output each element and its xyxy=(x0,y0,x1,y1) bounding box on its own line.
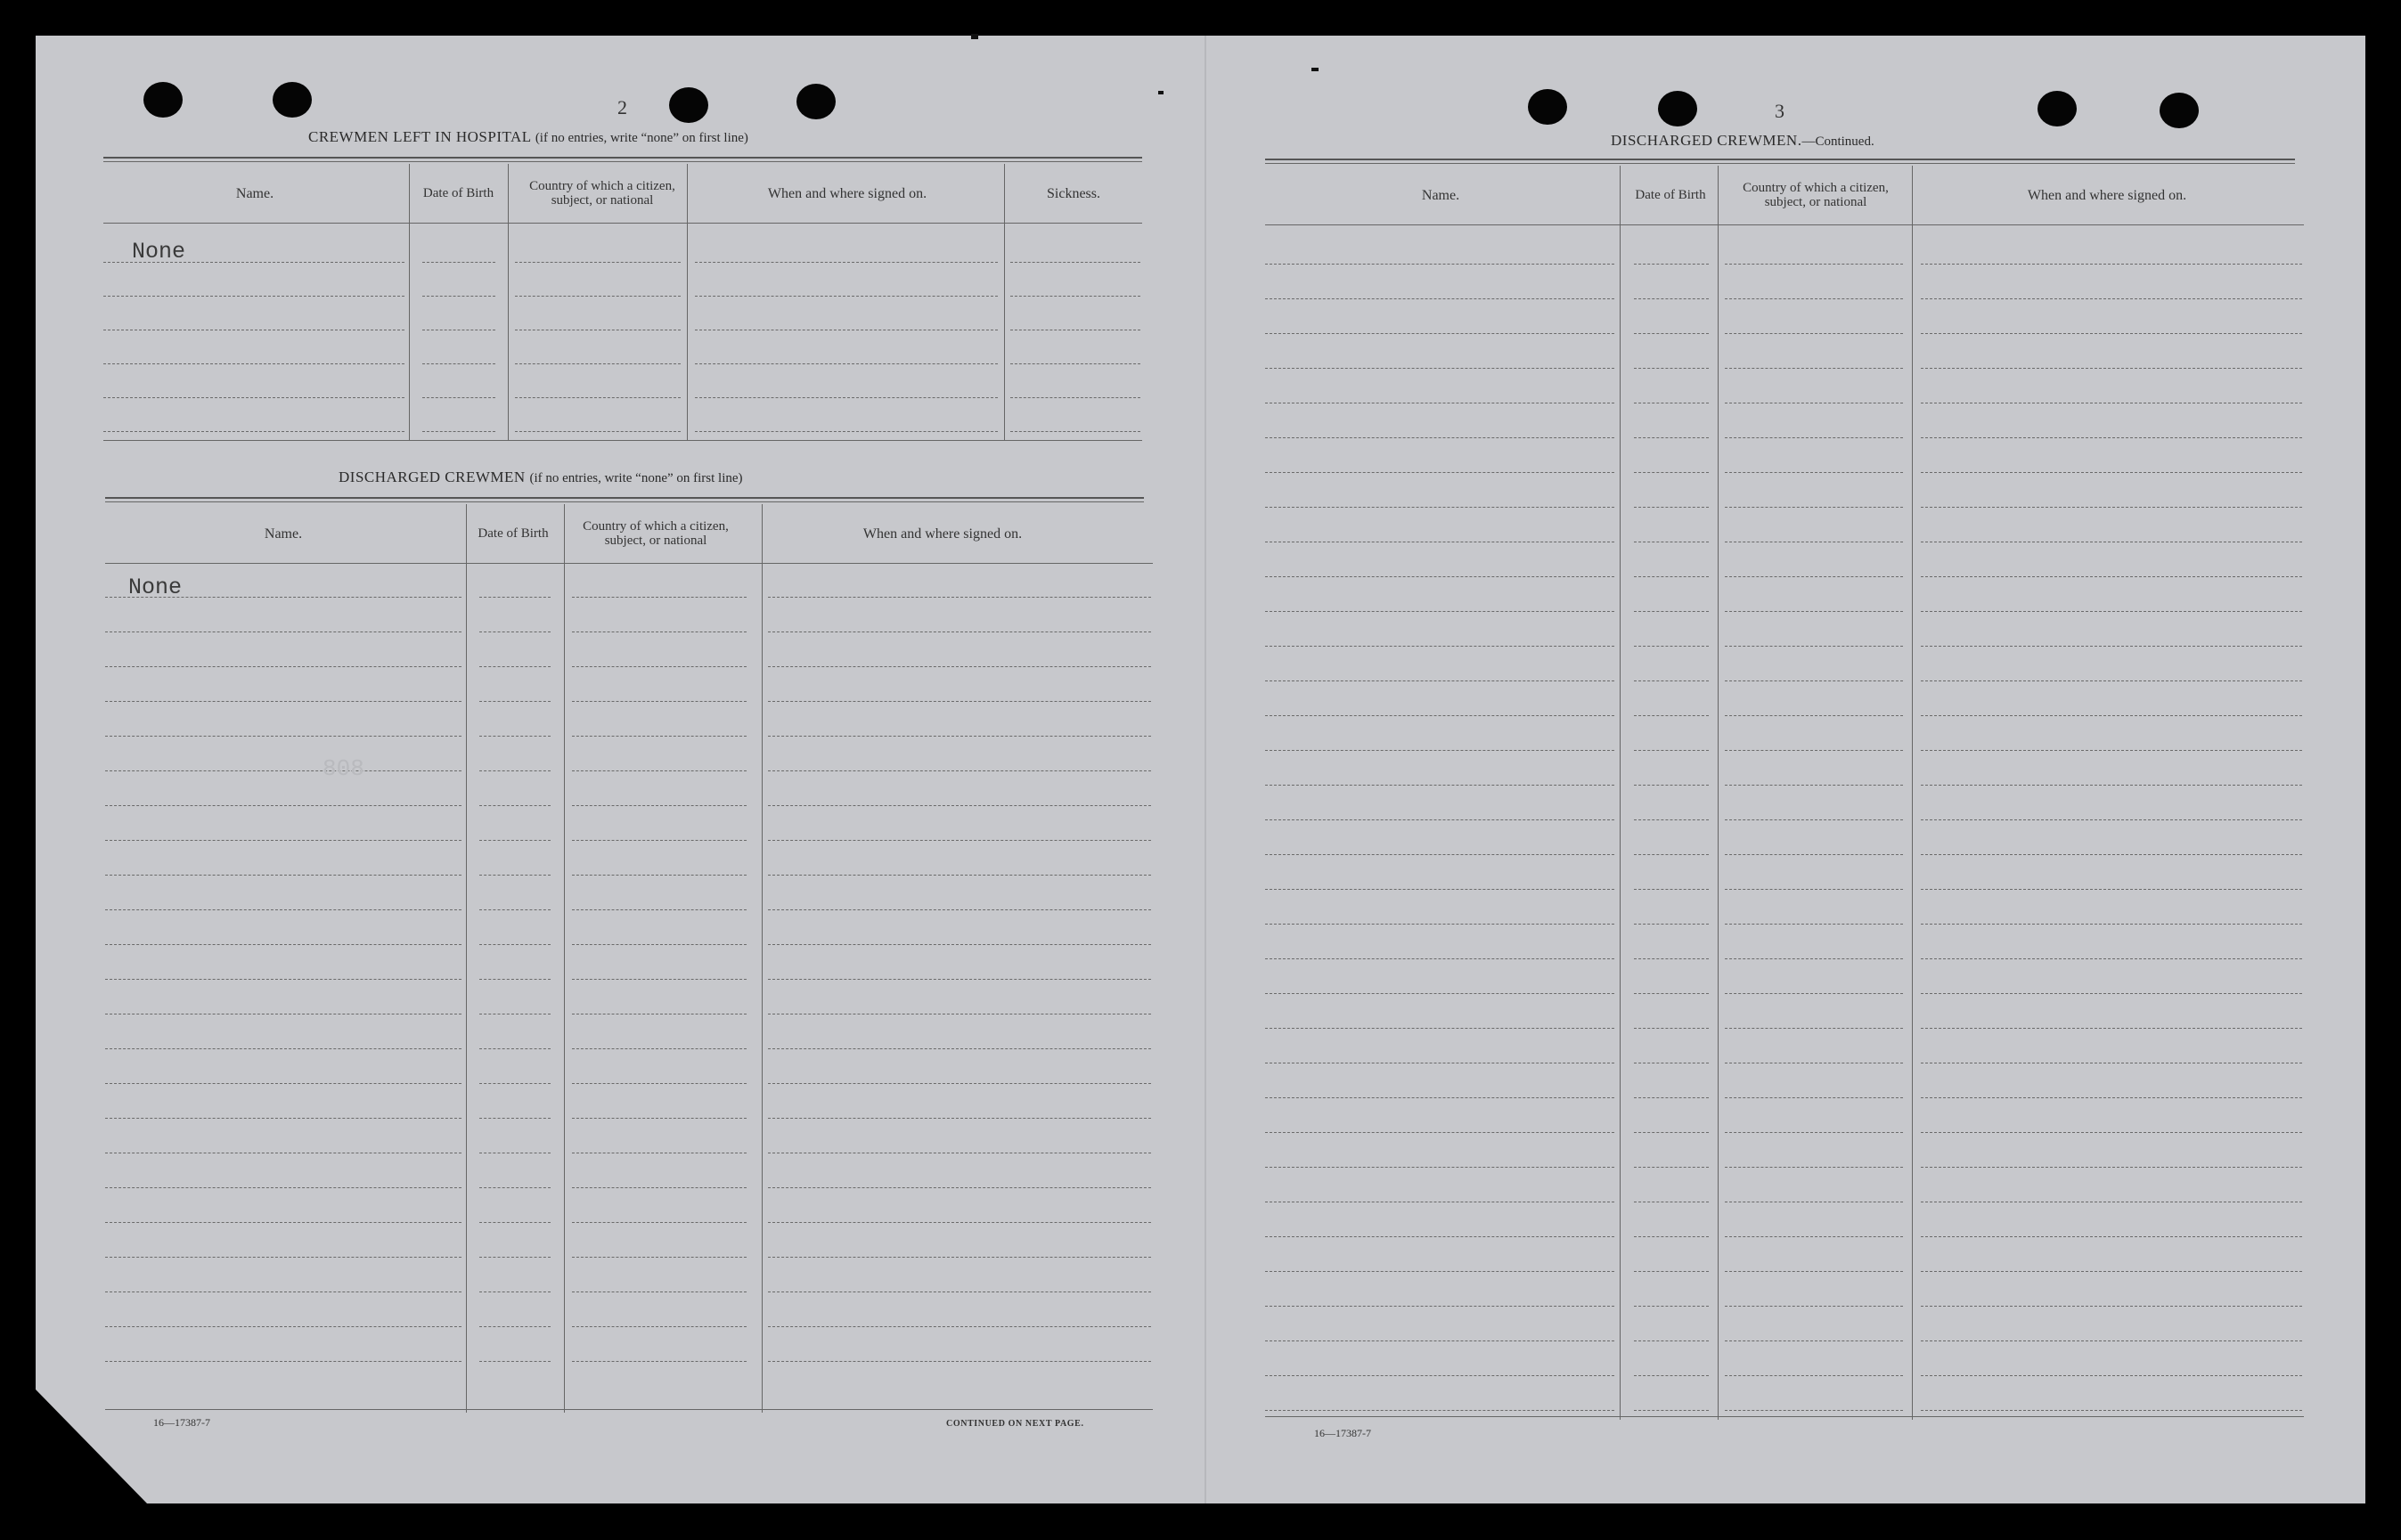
dotted-entry-line xyxy=(479,631,551,632)
dotted-entry-line xyxy=(479,597,551,598)
punch-hole xyxy=(2160,93,2199,128)
dotted-entry-line xyxy=(1921,1236,2302,1237)
continued-header-rule xyxy=(1265,224,2304,225)
dotted-entry-line xyxy=(1921,854,2302,855)
page-fold xyxy=(1205,36,1206,1503)
dotted-entry-line xyxy=(1265,333,1614,334)
dotted-entry-line xyxy=(515,262,681,263)
dotted-entry-line xyxy=(1921,680,2302,681)
dotted-entry-line xyxy=(1921,1410,2302,1411)
dotted-entry-line xyxy=(1921,889,2302,890)
dotted-entry-line xyxy=(768,736,1151,737)
discharged-col-divider xyxy=(762,504,763,1413)
punch-hole xyxy=(1528,89,1567,125)
dotted-entry-line xyxy=(768,1326,1151,1327)
dotted-entry-line xyxy=(479,979,551,980)
dotted-entry-line xyxy=(105,1187,461,1188)
dotted-entry-line xyxy=(1634,680,1709,681)
dotted-entry-line xyxy=(479,1187,551,1188)
dotted-entry-line xyxy=(479,701,551,702)
dotted-entry-line xyxy=(1725,1340,1903,1341)
dotted-entry-line xyxy=(1634,1271,1709,1272)
dotted-entry-line xyxy=(479,1222,551,1223)
dotted-entry-line xyxy=(105,875,461,876)
discharged-col-signed: When and where signed on. xyxy=(862,526,1023,542)
dotted-entry-line xyxy=(105,1326,461,1327)
dotted-entry-line xyxy=(1725,1271,1903,1272)
hospital-top-rule xyxy=(103,157,1142,162)
hospital-header-rule xyxy=(103,223,1142,224)
dotted-entry-line xyxy=(1634,576,1709,577)
dotted-entry-line xyxy=(1265,611,1614,612)
dotted-entry-line xyxy=(105,736,461,737)
dotted-entry-line xyxy=(1921,993,2302,994)
dotted-entry-line xyxy=(1010,296,1140,297)
dotted-entry-line xyxy=(1921,1306,2302,1307)
dotted-entry-line xyxy=(1725,611,1903,612)
dotted-entry-line xyxy=(1265,993,1614,994)
hospital-entry-none: None xyxy=(132,239,186,265)
dotted-entry-line xyxy=(1725,785,1903,786)
continued-col-divider xyxy=(1620,166,1621,1420)
dotted-entry-line xyxy=(1921,576,2302,577)
dotted-entry-line xyxy=(1634,507,1709,508)
dotted-entry-line xyxy=(422,296,495,297)
dotted-entry-line xyxy=(1634,1167,1709,1168)
dotted-entry-line xyxy=(105,1257,461,1258)
dotted-entry-line xyxy=(479,840,551,841)
dotted-entry-line xyxy=(1725,1375,1903,1376)
dotted-entry-line xyxy=(572,1361,747,1362)
dotted-entry-line xyxy=(572,909,747,910)
dotted-entry-line xyxy=(1921,368,2302,369)
dotted-entry-line xyxy=(1725,1097,1903,1098)
dotted-entry-line xyxy=(1725,507,1903,508)
dotted-entry-line xyxy=(105,1222,461,1223)
dotted-entry-line xyxy=(1265,1132,1614,1133)
dotted-entry-line xyxy=(1921,1132,2302,1133)
dotted-entry-line xyxy=(1725,264,1903,265)
dotted-entry-line xyxy=(768,944,1151,945)
dotted-entry-line xyxy=(1725,1132,1903,1133)
dotted-entry-line xyxy=(572,1187,747,1188)
dotted-entry-line xyxy=(105,666,461,667)
dotted-entry-line xyxy=(479,770,551,771)
punch-hole xyxy=(1658,91,1697,126)
dotted-entry-line xyxy=(1010,397,1140,398)
dotted-entry-line xyxy=(105,840,461,841)
hospital-col-dob: Date of Birth xyxy=(422,186,494,200)
dotted-entry-line xyxy=(1265,576,1614,577)
dotted-entry-line xyxy=(1265,1410,1614,1411)
dotted-entry-line xyxy=(479,1291,551,1292)
dotted-entry-line xyxy=(1634,854,1709,855)
hospital-col-divider xyxy=(1004,164,1005,440)
dotted-entry-line xyxy=(422,262,495,263)
dotted-entry-line xyxy=(1010,363,1140,364)
dotted-entry-line xyxy=(572,597,747,598)
dotted-entry-line xyxy=(1634,889,1709,890)
hospital-col-signed: When and where signed on. xyxy=(767,185,927,201)
dotted-entry-line xyxy=(572,1326,747,1327)
continued-note: CONTINUED ON NEXT PAGE. xyxy=(946,1419,1084,1429)
dotted-entry-line xyxy=(1634,333,1709,334)
punch-hole xyxy=(143,82,183,118)
hospital-col-divider xyxy=(687,164,688,440)
dotted-entry-line xyxy=(1725,750,1903,751)
dotted-entry-line xyxy=(1921,750,2302,751)
dotted-entry-line xyxy=(695,296,998,297)
dotted-entry-line xyxy=(768,805,1151,806)
hospital-col-sickness: Sickness. xyxy=(1047,185,1100,201)
dotted-entry-line xyxy=(105,701,461,702)
hospital-section-title xyxy=(308,128,748,146)
dotted-entry-line xyxy=(1725,472,1903,473)
ink-speck xyxy=(1158,91,1164,94)
dotted-entry-line xyxy=(479,1326,551,1327)
continued-col-dob: Date of Birth xyxy=(1635,188,1706,202)
dotted-entry-line xyxy=(1265,958,1614,959)
dotted-entry-line xyxy=(695,262,998,263)
dotted-entry-line xyxy=(768,1048,1151,1049)
dotted-entry-line xyxy=(1634,1306,1709,1307)
dotted-entry-line xyxy=(1921,1028,2302,1029)
continued-col-name: Name. xyxy=(1421,187,1460,203)
dotted-entry-line xyxy=(1265,1097,1614,1098)
dotted-entry-line xyxy=(1634,1097,1709,1098)
dotted-entry-line xyxy=(1265,750,1614,751)
dotted-entry-line xyxy=(1725,854,1903,855)
dotted-entry-line xyxy=(1265,1271,1614,1272)
dotted-entry-line xyxy=(1725,715,1903,716)
dotted-entry-line xyxy=(1634,993,1709,994)
dotted-entry-line xyxy=(1725,333,1903,334)
dotted-entry-line xyxy=(1634,819,1709,820)
page-number: 3 xyxy=(1775,100,1784,122)
page-number: 2 xyxy=(617,96,627,118)
continued-title: DISCHARGED CREWMEN. xyxy=(1611,132,1802,149)
dotted-entry-line xyxy=(1265,819,1614,820)
dotted-entry-line xyxy=(1725,1306,1903,1307)
dotted-entry-line xyxy=(422,397,495,398)
hospital-col-country: Country of which a citizen, subject, or national xyxy=(529,179,675,208)
continued-col-divider xyxy=(1718,166,1719,1420)
dotted-entry-line xyxy=(768,840,1151,841)
punch-hole xyxy=(669,87,708,123)
dotted-entry-line xyxy=(515,296,681,297)
dotted-entry-line xyxy=(1921,785,2302,786)
dotted-entry-line xyxy=(768,979,1151,980)
continued-bottom-rule xyxy=(1265,1416,2304,1417)
continued-col-divider xyxy=(1912,166,1913,1420)
dotted-entry-line xyxy=(1265,646,1614,647)
dotted-entry-line xyxy=(572,1118,747,1119)
dotted-entry-line xyxy=(1265,1340,1614,1341)
dotted-entry-line xyxy=(1725,576,1903,577)
discharged-title-note: (if no entries, write “none” on first line) xyxy=(529,471,743,485)
dotted-entry-line xyxy=(105,944,461,945)
dotted-entry-line xyxy=(1725,646,1903,647)
dotted-entry-line xyxy=(768,909,1151,910)
dotted-entry-line xyxy=(1634,611,1709,612)
dotted-entry-line xyxy=(105,1048,461,1049)
dotted-entry-line xyxy=(1265,1375,1614,1376)
discharged-col-country: Country of which a citizen, subject, or national xyxy=(583,519,729,548)
dotted-entry-line xyxy=(1921,1167,2302,1168)
dotted-entry-line xyxy=(572,979,747,980)
dotted-entry-line xyxy=(103,431,404,432)
continued-col-signed: When and where signed on. xyxy=(2027,187,2187,203)
dotted-entry-line xyxy=(572,1222,747,1223)
dotted-entry-line xyxy=(1725,1410,1903,1411)
dotted-entry-line xyxy=(1725,819,1903,820)
dotted-entry-line xyxy=(572,736,747,737)
dotted-entry-line xyxy=(1921,1097,2302,1098)
dotted-entry-line xyxy=(1265,785,1614,786)
dotted-entry-line xyxy=(1725,1167,1903,1168)
dotted-entry-line xyxy=(768,597,1151,598)
dotted-entry-line xyxy=(1634,1375,1709,1376)
dotted-entry-line xyxy=(1634,750,1709,751)
dotted-entry-line xyxy=(1921,1271,2302,1272)
dotted-entry-line xyxy=(1010,262,1140,263)
dotted-entry-line xyxy=(479,944,551,945)
dotted-entry-line xyxy=(1921,819,2302,820)
dotted-entry-line xyxy=(1725,437,1903,438)
dotted-entry-line xyxy=(479,1257,551,1258)
form-number: 16—17387-7 xyxy=(153,1416,210,1429)
dotted-entry-line xyxy=(1265,264,1614,265)
dotted-entry-line xyxy=(1921,507,2302,508)
dotted-entry-line xyxy=(572,770,747,771)
dotted-entry-line xyxy=(768,875,1151,876)
dotted-entry-line xyxy=(515,363,681,364)
dotted-entry-line xyxy=(479,666,551,667)
dotted-entry-line xyxy=(1921,646,2302,647)
dotted-entry-line xyxy=(1010,431,1140,432)
continued-top-rule xyxy=(1265,159,2295,164)
dotted-entry-line xyxy=(1921,472,2302,473)
dotted-entry-line xyxy=(1921,611,2302,612)
dotted-entry-line xyxy=(1921,1375,2302,1376)
dotted-entry-line xyxy=(572,701,747,702)
dotted-entry-line xyxy=(479,1118,551,1119)
dotted-entry-line xyxy=(1265,1236,1614,1237)
dotted-entry-line xyxy=(572,1083,747,1084)
discharged-top-rule xyxy=(105,497,1144,502)
dotted-entry-line xyxy=(1265,1028,1614,1029)
dotted-entry-line xyxy=(572,805,747,806)
dotted-entry-line xyxy=(103,363,404,364)
hospital-col-divider xyxy=(508,164,509,440)
dotted-entry-line xyxy=(1725,1028,1903,1029)
dotted-entry-line xyxy=(1265,507,1614,508)
dotted-entry-line xyxy=(1265,680,1614,681)
punch-hole xyxy=(796,84,836,119)
dotted-entry-line xyxy=(572,1048,747,1049)
dotted-entry-line xyxy=(695,397,998,398)
dotted-entry-line xyxy=(1725,889,1903,890)
discharged-continued-table xyxy=(1265,166,2304,1420)
ink-speck xyxy=(1311,68,1319,71)
dotted-entry-line xyxy=(1725,924,1903,925)
dotted-entry-line xyxy=(1634,958,1709,959)
dotted-entry-line xyxy=(1921,298,2302,299)
dotted-entry-line xyxy=(105,1083,461,1084)
dotted-entry-line xyxy=(105,1361,461,1362)
hospital-col-divider xyxy=(409,164,410,440)
continued-suffix: —Continued. xyxy=(1801,134,1874,149)
discharged-bottom-rule xyxy=(105,1409,1153,1410)
discharged-title: DISCHARGED CREWMEN xyxy=(339,469,526,485)
dotted-entry-line xyxy=(1265,1306,1614,1307)
discharged-col-name: Name. xyxy=(264,526,303,542)
dotted-entry-line xyxy=(479,1048,551,1049)
dotted-entry-line xyxy=(105,909,461,910)
dotted-entry-line xyxy=(1725,1236,1903,1237)
dotted-entry-line xyxy=(768,1257,1151,1258)
dotted-entry-line xyxy=(572,631,747,632)
dotted-entry-line xyxy=(1265,889,1614,890)
dotted-entry-line xyxy=(479,1361,551,1362)
dotted-entry-line xyxy=(105,631,461,632)
dotted-entry-line xyxy=(768,1187,1151,1188)
dotted-entry-line xyxy=(1265,1167,1614,1168)
punch-hole xyxy=(2038,91,2077,126)
discharged-col-divider xyxy=(564,504,565,1413)
dotted-entry-line xyxy=(1725,298,1903,299)
dotted-entry-line xyxy=(1725,993,1903,994)
dotted-entry-line xyxy=(1634,1236,1709,1237)
dotted-entry-line xyxy=(572,875,747,876)
dotted-entry-line xyxy=(1921,437,2302,438)
ink-speck xyxy=(971,34,978,39)
dotted-entry-line xyxy=(422,363,495,364)
hospital-bottom-rule xyxy=(103,440,1142,441)
dotted-entry-line xyxy=(1634,264,1709,265)
dotted-entry-line xyxy=(1265,368,1614,369)
dotted-entry-line xyxy=(1921,1340,2302,1341)
dotted-entry-line xyxy=(768,1291,1151,1292)
dotted-entry-line xyxy=(768,1361,1151,1362)
discharged-entry-none: None xyxy=(128,574,183,600)
faint-bleedthrough-number: 808 xyxy=(323,755,364,782)
dotted-entry-line xyxy=(1265,715,1614,716)
hospital-col-name: Name. xyxy=(235,185,274,201)
dotted-entry-line xyxy=(422,431,495,432)
dotted-entry-line xyxy=(105,1291,461,1292)
dotted-entry-line xyxy=(1634,437,1709,438)
dotted-entry-line xyxy=(768,1118,1151,1119)
form-number: 16—17387-7 xyxy=(1314,1427,1371,1439)
dotted-entry-line xyxy=(695,431,998,432)
dotted-entry-line xyxy=(1634,1028,1709,1029)
dotted-entry-line xyxy=(1265,924,1614,925)
dotted-entry-line xyxy=(1634,715,1709,716)
dotted-entry-line xyxy=(1634,646,1709,647)
dotted-entry-line xyxy=(105,805,461,806)
discharged-table xyxy=(105,504,1153,1413)
hospital-title-note: (if no entries, write “none” on first line) xyxy=(535,131,748,145)
dotted-entry-line xyxy=(695,363,998,364)
dotted-entry-line xyxy=(1634,368,1709,369)
dotted-entry-line xyxy=(768,701,1151,702)
dotted-entry-line xyxy=(1921,264,2302,265)
dotted-entry-line xyxy=(1634,472,1709,473)
dotted-entry-line xyxy=(1634,1132,1709,1133)
discharged-header-rule xyxy=(105,563,1153,564)
dotted-entry-line xyxy=(768,631,1151,632)
dotted-entry-line xyxy=(103,397,404,398)
dotted-entry-line xyxy=(1265,298,1614,299)
dotted-entry-line xyxy=(1921,333,2302,334)
dotted-entry-line xyxy=(768,1222,1151,1223)
dotted-entry-line xyxy=(1921,924,2302,925)
dotted-entry-line xyxy=(1921,958,2302,959)
dotted-entry-line xyxy=(1634,785,1709,786)
dotted-entry-line xyxy=(105,979,461,980)
dotted-entry-line xyxy=(515,397,681,398)
dotted-entry-line xyxy=(105,1118,461,1119)
dotted-entry-line xyxy=(479,875,551,876)
dotted-entry-line xyxy=(1265,472,1614,473)
dotted-entry-line xyxy=(1634,1410,1709,1411)
continued-col-country: Country of which a citizen, subject, or national xyxy=(1743,181,1889,209)
dotted-entry-line xyxy=(768,770,1151,771)
dotted-entry-line xyxy=(1725,368,1903,369)
punch-hole xyxy=(273,82,312,118)
dotted-entry-line xyxy=(572,840,747,841)
discharged-col-dob: Date of Birth xyxy=(478,526,549,541)
hospital-title: CREWMEN LEFT IN HOSPITAL xyxy=(308,128,532,145)
dotted-entry-line xyxy=(572,944,747,945)
dotted-entry-line xyxy=(515,431,681,432)
dotted-entry-line xyxy=(768,1083,1151,1084)
dotted-entry-line xyxy=(1725,958,1903,959)
dotted-entry-line xyxy=(103,296,404,297)
dotted-entry-line xyxy=(479,736,551,737)
dotted-entry-line xyxy=(572,1257,747,1258)
discharged-col-divider xyxy=(466,504,467,1413)
discharged-continued-title xyxy=(1611,132,1874,150)
dotted-entry-line xyxy=(1725,680,1903,681)
dotted-entry-line xyxy=(105,770,461,771)
dotted-entry-line xyxy=(479,1083,551,1084)
discharged-section-title xyxy=(339,469,743,486)
dotted-entry-line xyxy=(1265,854,1614,855)
dotted-entry-line xyxy=(1634,1340,1709,1341)
dotted-entry-line xyxy=(1634,924,1709,925)
dotted-entry-line xyxy=(768,666,1151,667)
dotted-entry-line xyxy=(1265,437,1614,438)
dotted-entry-line xyxy=(479,805,551,806)
dotted-entry-line xyxy=(1921,715,2302,716)
dotted-entry-line xyxy=(572,666,747,667)
hospital-table xyxy=(103,164,1142,440)
dotted-entry-line xyxy=(1634,298,1709,299)
dotted-entry-line xyxy=(572,1291,747,1292)
dotted-entry-line xyxy=(479,909,551,910)
